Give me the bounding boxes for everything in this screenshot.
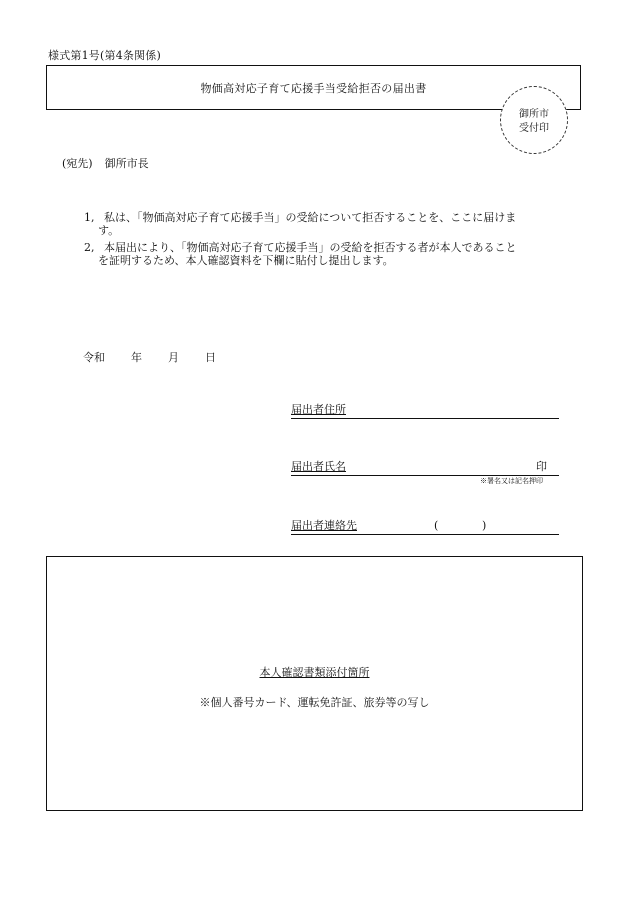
- form-number-label: 様式第1号(第4条関係): [48, 49, 161, 62]
- addressee-prefix: (宛先): [62, 157, 93, 170]
- id-document-attachment-area[interactable]: [46, 556, 583, 811]
- date-era: 令和: [83, 351, 105, 364]
- applicant-contact-field[interactable]: [291, 520, 559, 535]
- contact-paren-close: ): [482, 519, 487, 532]
- attachment-title: 本人確認書類添付箇所: [259, 666, 370, 679]
- stamp-city: 御所市: [519, 109, 549, 120]
- contact-paren-open: (: [434, 519, 439, 532]
- applicant-address-label: 届出者住所: [291, 403, 346, 416]
- statement-number: 1,: [84, 211, 95, 224]
- title-box: [46, 65, 581, 110]
- statement-1: [84, 211, 516, 237]
- attachment-note: ※個人番号カード、運転免許証、旅券等の写し: [199, 696, 430, 709]
- stamp-label: 受付印: [519, 123, 549, 134]
- statement-text: 本届出により、「物価高対応子育て応援手当」の受給を拒否する者が本人であること: [104, 241, 517, 254]
- date-year: 年: [131, 351, 142, 364]
- applicant-name-label: 届出者氏名: [291, 460, 346, 473]
- addressee: [62, 155, 149, 171]
- applicant-contact-label: 届出者連絡先: [291, 519, 357, 532]
- applicant-name-field[interactable]: [291, 461, 559, 476]
- statement-text-continued: を証明するため、本人確認資料を下欄に貼付し提出します。: [98, 254, 394, 267]
- date-day: 日: [205, 351, 216, 364]
- signature-note: ※署名又は記名押印: [480, 477, 543, 485]
- statement-number: 2,: [84, 241, 95, 254]
- applicant-address-field[interactable]: [291, 404, 559, 419]
- date-line: [83, 349, 216, 365]
- statement-text-continued: す。: [98, 224, 120, 237]
- statement-2: [84, 241, 517, 267]
- document-title: 物価高対応子育て応援手当受給拒否の届出書: [200, 82, 427, 95]
- seal-mark: 印: [536, 460, 547, 473]
- addressee-name: 御所市長: [104, 157, 149, 170]
- statement-text: 私は、「物価高対応子育て応援手当」の受給について拒否することを、ここに届けま: [104, 211, 517, 224]
- reception-stamp-area: [500, 86, 568, 154]
- date-month: 月: [168, 351, 179, 364]
